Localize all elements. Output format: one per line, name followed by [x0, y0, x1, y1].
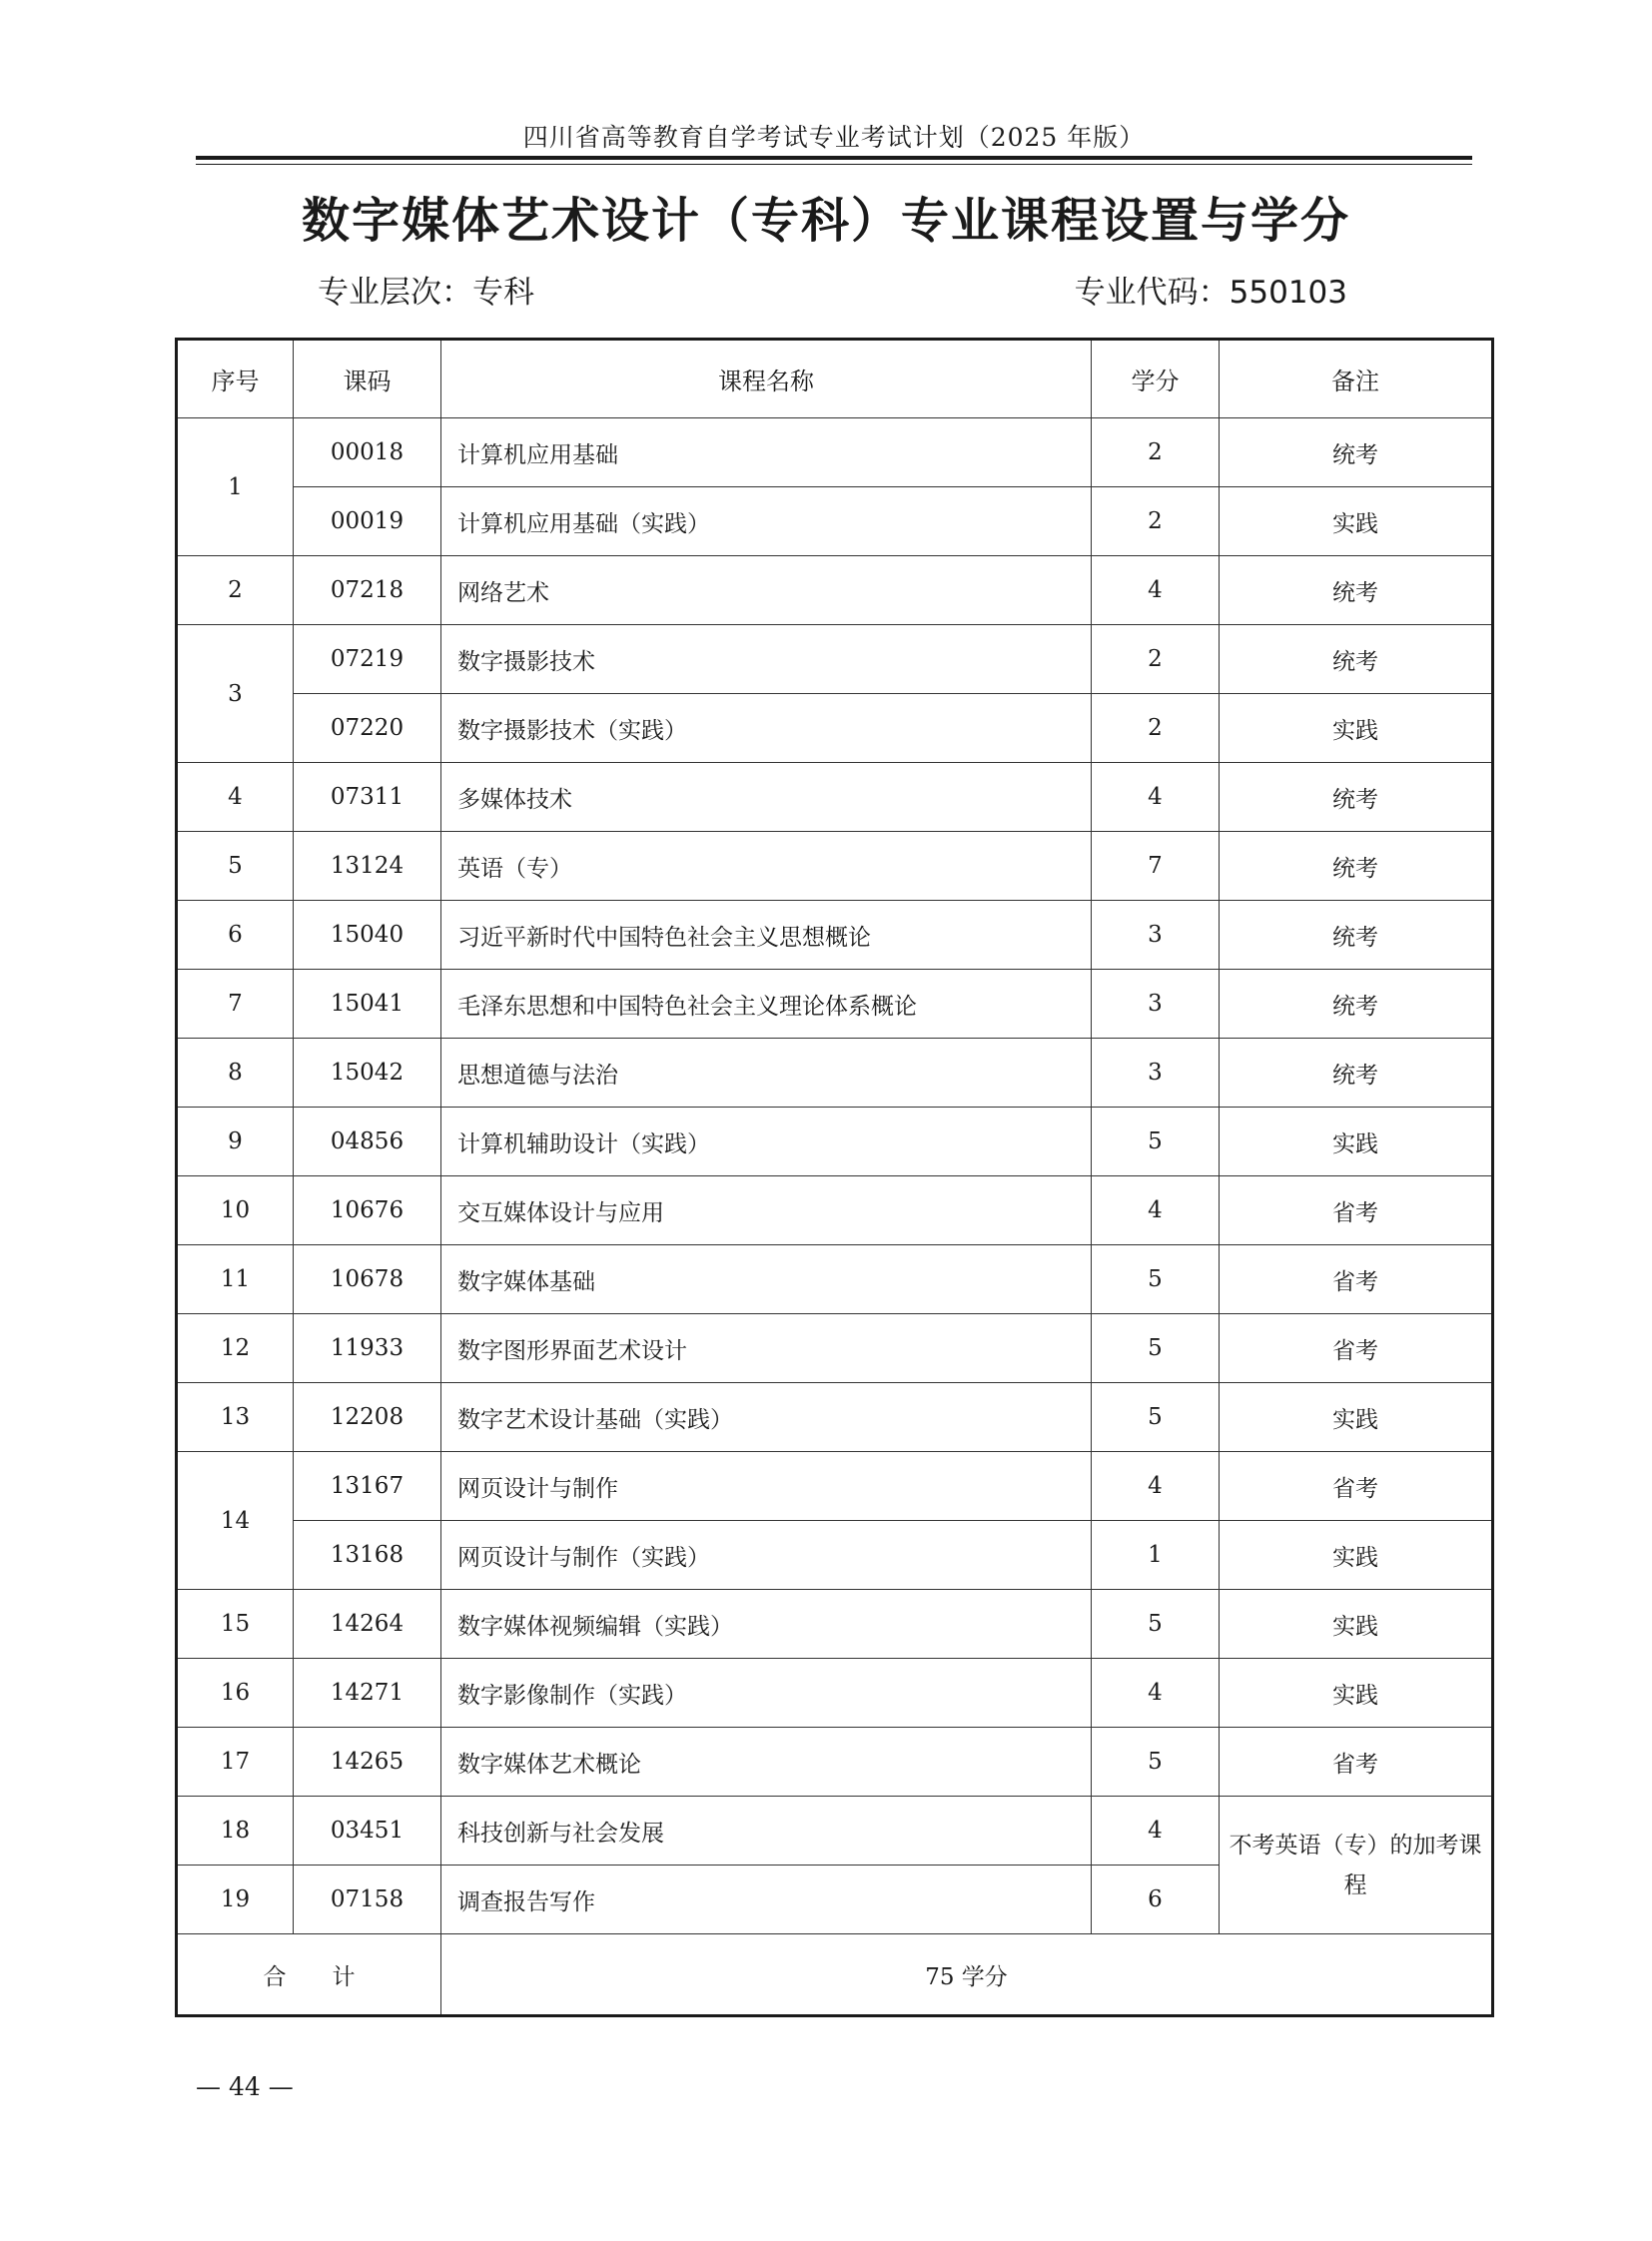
header-code: 课码	[294, 340, 441, 418]
note-cell: 省考	[1220, 1314, 1493, 1383]
seq-cell: 4	[177, 763, 294, 832]
note-cell: 省考	[1220, 1452, 1493, 1521]
credit-cell: 4	[1092, 763, 1220, 832]
credit-cell: 2	[1092, 625, 1220, 694]
table-row	[177, 1176, 1493, 1245]
credit-cell: 3	[1092, 1039, 1220, 1108]
code-cell: 00018	[294, 418, 441, 487]
table-row	[177, 832, 1493, 901]
table-row	[177, 1590, 1493, 1659]
credit-cell: 3	[1092, 901, 1220, 970]
page-number: — 44 —	[196, 2072, 294, 2101]
note-cell: 实践	[1220, 1590, 1493, 1659]
name-cell: 数字媒体艺术概论	[441, 1728, 1092, 1797]
credit-cell: 3	[1092, 970, 1220, 1039]
note-cell: 统考	[1220, 625, 1493, 694]
note-cell: 实践	[1220, 1659, 1493, 1728]
code-cell: 07158	[294, 1866, 441, 1934]
name-cell: 数字图形界面艺术设计	[441, 1314, 1092, 1383]
code-cell: 14264	[294, 1590, 441, 1659]
total-value: 75 学分	[441, 1934, 1493, 2016]
table-row	[177, 1039, 1493, 1108]
seq-cell: 2	[177, 556, 294, 625]
code-cell: 11933	[294, 1314, 441, 1383]
code-cell: 07219	[294, 625, 441, 694]
seq-cell: 17	[177, 1728, 294, 1797]
code-cell: 04856	[294, 1108, 441, 1176]
seq-cell: 11	[177, 1245, 294, 1314]
table-row	[177, 1383, 1493, 1452]
credit-cell: 2	[1092, 487, 1220, 556]
name-cell: 网络艺术	[441, 556, 1092, 625]
note-cell: 统考	[1220, 763, 1493, 832]
note-cell: 省考	[1220, 1728, 1493, 1797]
name-cell: 数字摄影技术	[441, 625, 1092, 694]
code-cell: 15042	[294, 1039, 441, 1108]
major-code	[1075, 267, 1347, 312]
credit-cell: 5	[1092, 1728, 1220, 1797]
note-cell: 实践	[1220, 694, 1493, 763]
note-cell: 统考	[1220, 970, 1493, 1039]
seq-cell: 5	[177, 832, 294, 901]
table-row	[177, 1314, 1493, 1383]
note-cell-merged: 不考英语（专）的加考课程	[1220, 1797, 1493, 1934]
name-cell: 计算机辅助设计（实践）	[441, 1108, 1092, 1176]
table-row	[177, 625, 1493, 694]
note-cell: 实践	[1220, 1108, 1493, 1176]
name-cell: 英语（专）	[441, 832, 1092, 901]
table-header-row	[177, 340, 1493, 418]
credit-cell: 2	[1092, 694, 1220, 763]
credit-cell: 7	[1092, 832, 1220, 901]
seq-cell: 8	[177, 1039, 294, 1108]
table-row	[177, 763, 1493, 832]
code-cell: 13124	[294, 832, 441, 901]
credit-cell: 5	[1092, 1383, 1220, 1452]
table-row	[177, 1521, 1493, 1590]
note-cell: 统考	[1220, 1039, 1493, 1108]
code-cell: 07218	[294, 556, 441, 625]
code-cell: 00019	[294, 487, 441, 556]
note-cell: 统考	[1220, 832, 1493, 901]
note-cell: 实践	[1220, 1521, 1493, 1590]
header-name: 课程名称	[441, 340, 1092, 418]
name-cell: 数字摄影技术（实践）	[441, 694, 1092, 763]
name-cell: 计算机应用基础（实践）	[441, 487, 1092, 556]
table-row	[177, 970, 1493, 1039]
header-credit: 学分	[1092, 340, 1220, 418]
seq-cell: 16	[177, 1659, 294, 1728]
major-level	[318, 267, 534, 312]
name-cell: 毛泽东思想和中国特色社会主义理论体系概论	[441, 970, 1092, 1039]
table-row	[177, 1245, 1493, 1314]
name-cell: 数字艺术设计基础（实践）	[441, 1383, 1092, 1452]
credit-cell: 4	[1092, 1176, 1220, 1245]
seq-cell: 18	[177, 1797, 294, 1866]
table-row	[177, 1108, 1493, 1176]
total-row	[177, 1934, 1493, 2016]
code-cell: 12208	[294, 1383, 441, 1452]
course-table	[175, 338, 1494, 2017]
name-cell: 多媒体技术	[441, 763, 1092, 832]
table-row	[177, 1452, 1493, 1521]
code-cell: 15041	[294, 970, 441, 1039]
code-cell: 13167	[294, 1452, 441, 1521]
table-row	[177, 556, 1493, 625]
header-rule	[196, 156, 1472, 160]
seq-cell: 9	[177, 1108, 294, 1176]
code-cell: 03451	[294, 1797, 441, 1866]
seq-cell: 19	[177, 1866, 294, 1934]
note-cell: 统考	[1220, 556, 1493, 625]
credit-cell: 4	[1092, 1659, 1220, 1728]
name-cell: 思想道德与法治	[441, 1039, 1092, 1108]
note-cell: 省考	[1220, 1176, 1493, 1245]
credit-cell: 2	[1092, 418, 1220, 487]
code-cell: 10678	[294, 1245, 441, 1314]
seq-cell: 14	[177, 1452, 294, 1590]
note-cell: 统考	[1220, 901, 1493, 970]
seq-cell: 13	[177, 1383, 294, 1452]
name-cell: 网页设计与制作（实践）	[441, 1521, 1092, 1590]
name-cell: 数字媒体基础	[441, 1245, 1092, 1314]
name-cell: 调查报告写作	[441, 1866, 1092, 1934]
credit-cell: 5	[1092, 1314, 1220, 1383]
name-cell: 科技创新与社会发展	[441, 1797, 1092, 1866]
credit-cell: 5	[1092, 1108, 1220, 1176]
seq-cell: 3	[177, 625, 294, 763]
seq-cell: 15	[177, 1590, 294, 1659]
running-header: 四川省高等教育自学考试专业考试计划（2025 年版）	[522, 123, 1146, 152]
seq-cell: 6	[177, 901, 294, 970]
note-cell: 省考	[1220, 1245, 1493, 1314]
table-row	[177, 1797, 1493, 1866]
header-seq: 序号	[177, 340, 294, 418]
total-label: 合 计	[177, 1934, 441, 2016]
credit-cell: 5	[1092, 1245, 1220, 1314]
note-cell: 统考	[1220, 418, 1493, 487]
name-cell: 计算机应用基础	[441, 418, 1092, 487]
credit-cell: 4	[1092, 1452, 1220, 1521]
seq-cell: 10	[177, 1176, 294, 1245]
major-code-value: 550103	[1229, 275, 1347, 311]
code-cell: 10676	[294, 1176, 441, 1245]
table-row	[177, 694, 1493, 763]
seq-cell: 12	[177, 1314, 294, 1383]
name-cell: 习近平新时代中国特色社会主义思想概论	[441, 901, 1092, 970]
code-cell: 13168	[294, 1521, 441, 1590]
table-row	[177, 487, 1493, 556]
code-cell: 07220	[294, 694, 441, 763]
credit-cell: 1	[1092, 1521, 1220, 1590]
name-cell: 交互媒体设计与应用	[441, 1176, 1092, 1245]
seq-cell: 1	[177, 418, 294, 556]
seq-cell: 7	[177, 970, 294, 1039]
credit-cell: 5	[1092, 1590, 1220, 1659]
credit-cell: 4	[1092, 1797, 1220, 1866]
name-cell: 数字影像制作（实践）	[441, 1659, 1092, 1728]
header-note: 备注	[1220, 340, 1493, 418]
header-rule-thin	[196, 164, 1472, 165]
credit-cell: 4	[1092, 556, 1220, 625]
note-cell: 实践	[1220, 1383, 1493, 1452]
note-cell: 实践	[1220, 487, 1493, 556]
table-row	[177, 418, 1493, 487]
major-level-label: 专业层次：	[318, 275, 472, 311]
code-cell: 14265	[294, 1728, 441, 1797]
name-cell: 数字媒体视频编辑（实践）	[441, 1590, 1092, 1659]
page-title: 数字媒体艺术设计（专科）专业课程设置与学分	[301, 193, 1350, 249]
code-cell: 15040	[294, 901, 441, 970]
table-row	[177, 901, 1493, 970]
name-cell: 网页设计与制作	[441, 1452, 1092, 1521]
credit-cell: 6	[1092, 1866, 1220, 1934]
code-cell: 07311	[294, 763, 441, 832]
table-row	[177, 1659, 1493, 1728]
code-cell: 14271	[294, 1659, 441, 1728]
major-code-label: 专业代码：	[1074, 275, 1230, 311]
table-row	[177, 1728, 1493, 1797]
major-level-value: 专科	[472, 275, 534, 311]
